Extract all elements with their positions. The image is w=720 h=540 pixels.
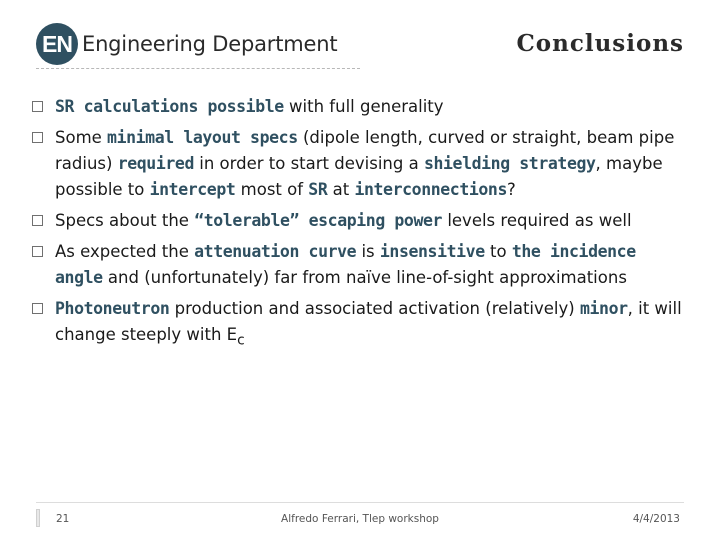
bullet-text: most of	[235, 180, 309, 199]
en-logo: EN	[36, 23, 78, 65]
bullet-square-icon	[32, 303, 43, 314]
highlighted-text: SR	[308, 180, 328, 199]
highlighted-text: minor	[579, 299, 628, 318]
bullet-text: c	[237, 332, 245, 349]
slide-header	[36, 22, 337, 66]
bullet-item	[32, 94, 692, 120]
highlighted-text: SR calculations possible	[55, 97, 284, 116]
bullet-item	[32, 125, 692, 203]
bullet-text: is	[356, 242, 380, 261]
bullet-text: at	[327, 180, 355, 199]
bullet-square-icon	[32, 215, 43, 226]
bullet-item	[32, 239, 692, 291]
highlighted-text: “tolerable” escaping power	[194, 211, 443, 230]
bullet-text: with full generality	[283, 97, 444, 116]
bullet-item	[32, 208, 692, 234]
footer-date: 4/4/2013	[632, 513, 680, 525]
highlighted-text: Photoneutron	[55, 299, 170, 318]
highlighted-text: intercept	[149, 180, 236, 199]
bullet-text: Some	[55, 128, 108, 147]
bullet-square-icon	[32, 246, 43, 257]
page-number: 21	[56, 513, 70, 525]
bullet-item	[32, 296, 692, 353]
bullet-text: Specs about the	[55, 211, 195, 230]
bullet-text: in order to start devising a	[193, 154, 424, 173]
slide-title: Conclusions	[516, 30, 684, 57]
bullet-square-icon	[32, 101, 43, 112]
highlighted-text: minimal layout specs	[107, 128, 298, 147]
highlighted-text: interconnections	[354, 180, 507, 199]
highlighted-text: insensitive	[379, 242, 485, 261]
bullet-text: and (unfortunately) far from naïve line-of-sight approximations	[102, 268, 627, 287]
highlighted-text: attenuation curve	[194, 242, 357, 261]
highlighted-text: shielding strategy	[423, 154, 596, 173]
bullet-text: (dipole length, curved or straight, beam pipe radius)	[55, 128, 675, 173]
department-name: Engineering Department	[82, 32, 338, 56]
slide-footer	[36, 502, 684, 525]
bullet-square-icon	[32, 132, 43, 143]
bullet-text: ?	[507, 180, 516, 199]
bullet-text: , maybe possible to	[55, 154, 663, 199]
footer-author: Alfredo Ferrari, Tlep workshop	[281, 513, 439, 525]
bullet-text: production and associated activation (relatively)	[169, 299, 580, 318]
bullet-text: , it will change steeply with E	[55, 299, 682, 344]
highlighted-text: the incidence angle	[55, 242, 636, 287]
header-divider	[36, 68, 360, 69]
bullet-list	[32, 94, 692, 358]
bullet-text: levels required as well	[442, 211, 632, 230]
highlighted-text: required	[117, 154, 194, 173]
bullet-text: to	[484, 242, 512, 261]
bullet-text: As expected the	[55, 242, 195, 261]
